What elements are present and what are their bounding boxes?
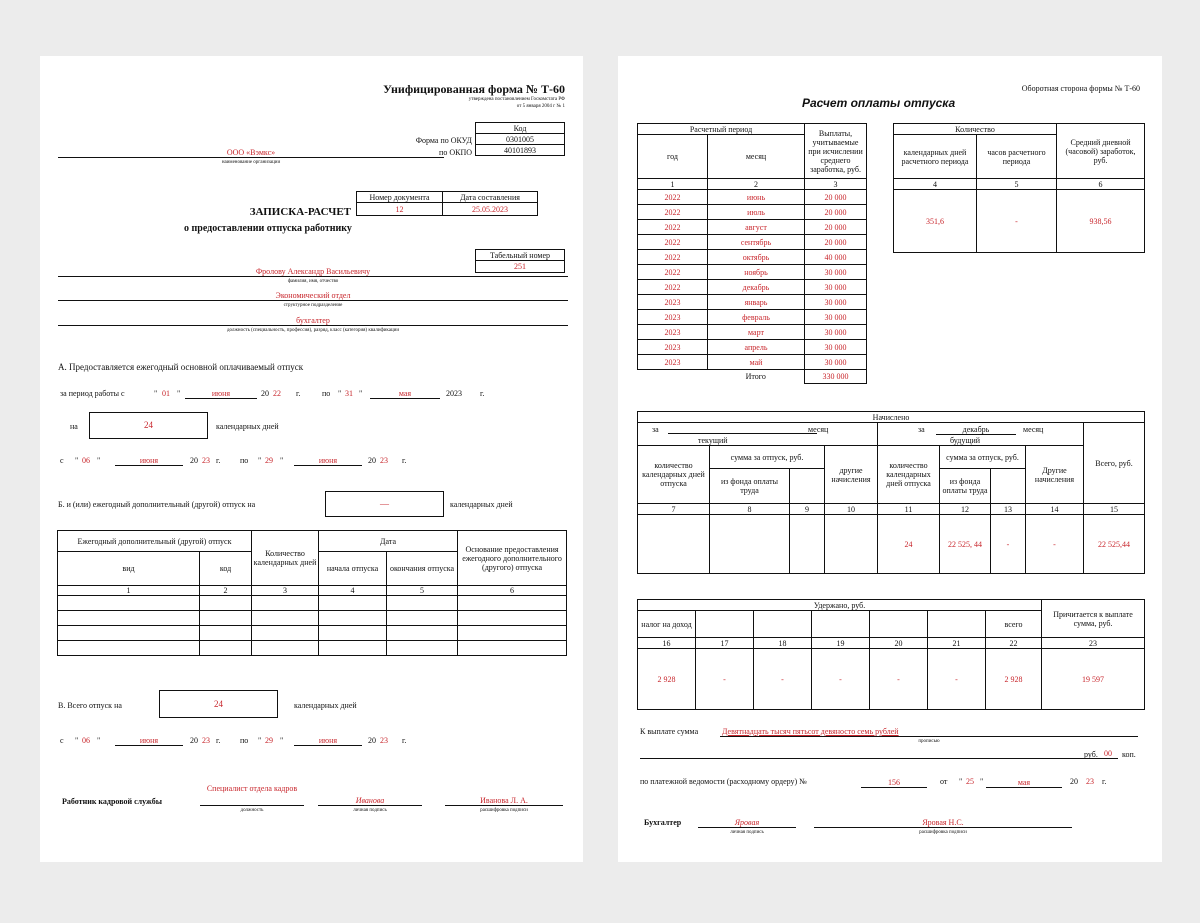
period-year: 2022: [638, 220, 708, 235]
accrued-table: [637, 411, 1145, 574]
accountant-signature-caption: личная подпись: [730, 830, 764, 835]
from-label: с: [60, 456, 64, 465]
total-label: Итого: [708, 370, 805, 384]
acc-other-header: другие начисления: [825, 446, 878, 504]
period-amount: 30 000: [805, 265, 867, 280]
acc-sum-value: 22 525, 44: [940, 515, 991, 574]
wh-num-21: 21: [928, 638, 986, 649]
period-from-day: 01: [162, 389, 170, 398]
accountant-name: Яровая Н.С.: [922, 818, 964, 827]
period-month: декабрь: [708, 280, 805, 295]
a-to-label: по: [240, 456, 249, 465]
okpo-label: по ОКПО: [439, 148, 472, 157]
doc-number-table: [356, 191, 538, 216]
period-month: апрель: [708, 340, 805, 355]
period-table: [637, 123, 867, 384]
period-year: 2023: [638, 355, 708, 370]
acc-num-9: 9: [790, 504, 825, 515]
hr-name: Иванова Л. А.: [480, 796, 528, 805]
form-title: Унифицированная форма № Т-60: [383, 82, 565, 96]
period-month: январь: [708, 295, 805, 310]
pay-words-underline: [720, 736, 1138, 737]
acc-num-14: 14: [1026, 504, 1084, 515]
period-amount: 30 000: [805, 295, 867, 310]
position-caption: должность (специальность, профессия), разряд, класс (категория) квалификации: [226, 328, 400, 333]
table-row: [638, 220, 867, 235]
wh-num-17: 17: [696, 638, 754, 649]
tab-number: 251: [476, 261, 565, 273]
period-from-year: 22: [273, 389, 281, 398]
v-calendar-days-label: календарных дней: [294, 701, 357, 710]
add-type-header: Ежегодный дополнительный (другой) отпуск: [58, 531, 252, 552]
v-days: 24: [214, 699, 223, 709]
statement-year: 23: [1086, 777, 1094, 786]
position: бухгалтер: [296, 316, 330, 325]
accountant-signature-underline: [698, 827, 796, 828]
form-front-page: Унифицированная форма № Т-60 утверждена постановлением Госкомстата РФ от 5 января 2004 г № 1 Код 0301005 40101893 Форма по ОКУД по ОКПО ООО «Вэмкс» наименование организации Номер документа Дата составления 12 25.05.2023 ЗАПИСКА-РАСЧЕТ о предоставлении отпуска работнику Табельный номер 251 Фролову Александр Васильевичу фамилия, имя, отчество Экономический отдел структурное подразделение бухгалтер должность (специальность, профессия), разряд, класс (категория) квалификации А. Предоставляется ежегодный основной оплачиваемый отпуск за период работы с " 01 " июня 20 22 г. по " 31 " мая 2023 г. на 24 календарных дней с " 06 " июня 20 23 г. по " 29 " июня 20 23 г. Б. и (или) ежегодный дополнительный (другой) отпуск на — календарных дней Ежегодный дополнительный (другой) отпуск Количество календарных дней Дата Основание предоставления ежегодного дополнительного (другого) отпуска вид код начала отпуска окончания отпуска 1 2 3 4 5 6 В. Всего отпуск на 24 календарных дней с " 06 " июня 20 23 г. по " 29 " июня 20 23 г. Работник кадровой службы Специалист отдела кадров должность Иванова личная подпись Иванова Л. А. расшифровка подписи: [40, 56, 583, 862]
year-suffix-6: г.: [402, 736, 407, 745]
period-from-year-prefix: 20: [261, 389, 269, 398]
period-label: за период работы с: [60, 389, 125, 398]
year-header: год: [638, 135, 708, 179]
wh-value-18: -: [754, 649, 812, 710]
hr-signature-caption: личная подпись: [353, 808, 387, 813]
qty-days-value: 351,6: [894, 190, 977, 253]
table-row: [638, 265, 867, 280]
add-num-2: 2: [200, 586, 252, 596]
a-to-day: 29: [265, 456, 273, 465]
period-amount: 20 000: [805, 235, 867, 250]
period-amount: 20 000: [805, 220, 867, 235]
wh-total-header: всего: [986, 611, 1042, 638]
qty-header: Количество: [894, 124, 1057, 135]
hr-name-caption: расшифровка подписи: [480, 808, 528, 813]
hr-position: Специалист отдела кадров: [206, 784, 298, 793]
period-year: 2023: [638, 310, 708, 325]
acc-num-8: 8: [710, 504, 790, 515]
table-row: [638, 310, 867, 325]
qty-num-6: 6: [1057, 179, 1145, 190]
period-amount: 40 000: [805, 250, 867, 265]
period-to-day: 31: [345, 389, 353, 398]
next-month: декабрь: [936, 425, 1016, 435]
wh-value-20: -: [870, 649, 928, 710]
okpo-code: 40101893: [476, 145, 565, 156]
period-month: июль: [708, 205, 805, 220]
current-month-cell: [638, 423, 878, 446]
section-v: В. Всего отпуск на: [58, 701, 122, 710]
add-start-header: начала отпуска: [319, 552, 387, 586]
okud-code: 0301005: [476, 134, 565, 145]
acc-num-15: 15: [1084, 504, 1145, 515]
a-from-day: 06: [82, 456, 90, 465]
add-end-header: окончания отпуска: [387, 552, 458, 586]
avg-value: 938,56: [1057, 190, 1145, 253]
statement-month: мая: [986, 778, 1062, 788]
okud-label: Форма по ОКУД: [415, 136, 472, 145]
period-month: август: [708, 220, 805, 235]
period-amount: 30 000: [805, 310, 867, 325]
acc-other-header-2: Другие начисления: [1026, 446, 1084, 504]
payments-header: Выплаты, учитываемые при исчислении среднего заработка, руб.: [805, 124, 867, 179]
period-month: февраль: [708, 310, 805, 325]
month-label-2: месяц: [1023, 425, 1044, 434]
acc-total-value: 22 525,44: [1084, 515, 1145, 574]
period-to-month: мая: [398, 389, 412, 398]
v-days-box: [159, 690, 278, 718]
a-to-month: июня: [318, 456, 338, 465]
words-caption: прописью: [918, 739, 940, 744]
hr-signature: Иванова: [355, 796, 385, 805]
hr-label: Работник кадровой службы: [62, 797, 162, 806]
qty-num-4: 4: [894, 179, 977, 190]
wh-num-20: 20: [870, 638, 928, 649]
org-name: ООО «Вэмкс»: [226, 148, 276, 157]
employee-underline: [58, 276, 568, 277]
org-underline: [58, 157, 444, 158]
accountant-label: Бухгалтер: [644, 818, 682, 827]
period-num-1: 1: [638, 179, 708, 190]
acc-col13-value: -: [991, 515, 1026, 574]
accountant-name-caption: расшифровка подписи: [919, 830, 967, 835]
table-row: [638, 190, 867, 205]
acc-col14-value: -: [1026, 515, 1084, 574]
period-header: Расчетный период: [638, 124, 805, 135]
form-back-page: Оборотная сторона формы № Т-60 Расчет оплаты отпуска Расчетный период Выплаты, учитываемые при исчислении среднего заработка, руб. год месяц 1 2 3 2022 июнь 20 000 2022 июль 20 000 2022 август 20 000 2022 сентябрь 20 000 2022 октябрь 40 000 2022 ноябрь 30 000 2022 декабрь 30 000 2023 январь 30 000 2023 февраль 30 000 2023 март 30 000 2023 апрель 30 000 2023 май 30 000 Итого 330 000 Количество Средний дневной (часовой) заработок, руб. календарных дней расчетного периода часов расчетного периода 4 5 6 351,6 - 938,56 Начислено за месяц текущий за декабрь месяц будущий Всего, руб. количество календарных дней отпуска сумма за отпуск, руб. другие начисления количество календарных дней отпуска сумма за отпуск, руб. Другие начисления из фонда оплаты труда из фонда оплаты труда 7 8 9 10 11 12 13 14 15 24 22 525, 44 - - 22 525,44 Удержано, руб. Причитается к выплате сумма, руб. налог на доход всего 16 17 18 19 20 21 22 23 2 928 - - - - - 2 928 19 597 К выплате сумма Девятнадцать тысяч пятьсот девяносто семь рублей прописью руб. 00 коп. по платежной ведомости (расходному ордеру) № 156 от " 25 " мая 20 23 г. Бухгалтер Яровая личная подпись Яровая Н.С. расшифровка подписи: [618, 56, 1162, 862]
table-row: [58, 596, 567, 611]
period-month: сентябрь: [708, 235, 805, 250]
quantity-table: [893, 123, 1145, 253]
acc-sum-header: сумма за отпуск, руб.: [710, 446, 825, 469]
period-from-month: июня: [211, 389, 231, 398]
position-underline: [58, 325, 568, 326]
doc-title: ЗАПИСКА-РАСЧЕТ: [249, 206, 351, 218]
total-value: 330 000: [805, 370, 867, 384]
acc-total-header: Всего, руб.: [1084, 423, 1145, 504]
a-to-month-underline: [294, 465, 362, 466]
on-label: на: [70, 422, 78, 431]
add-code-header: код: [200, 552, 252, 586]
approved-line2: от 5 января 2004 г № 1: [516, 104, 565, 109]
a-days: 24: [144, 420, 153, 430]
pay-words-second-line: [640, 758, 1106, 759]
period-year: 2023: [638, 340, 708, 355]
year-suffix-4: г.: [402, 456, 407, 465]
period-month: ноябрь: [708, 265, 805, 280]
department-underline: [58, 300, 568, 301]
for-label: за: [652, 425, 659, 434]
period-from-month-underline: [185, 398, 257, 399]
period-to-month-underline: [370, 398, 440, 399]
back-side-label: Оборотная сторона формы № Т-60: [1021, 84, 1140, 93]
table-row: [638, 250, 867, 265]
qty-days-header: календарных дней расчетного периода: [894, 135, 977, 179]
table-row: [58, 641, 567, 656]
wh-num-16: 16: [638, 638, 696, 649]
statement-year-suffix: г.: [1102, 777, 1107, 786]
approved-line1: утверждена постановлением Госкомстата РФ: [468, 97, 565, 102]
acc-num-7: 7: [638, 504, 710, 515]
a-from-month-underline: [115, 465, 183, 466]
doc-date: 25.05.2023: [443, 203, 538, 216]
statement-day: 25: [966, 777, 974, 786]
wh-num-19: 19: [812, 638, 870, 649]
v-to-day: 29: [265, 736, 273, 745]
add-num-3: 3: [252, 586, 319, 596]
additional-leave-table: [57, 530, 567, 656]
acc-fund-header: из фонда оплаты труда: [710, 469, 790, 504]
b-days-box: [325, 491, 444, 517]
b-days: —: [380, 499, 389, 509]
accountant-signature: Яровая: [734, 818, 760, 827]
statement-from-label: от: [940, 777, 948, 786]
period-month: март: [708, 325, 805, 340]
table-row: [638, 355, 867, 370]
section-a: А. Предоставляется ежегодный основной оплачиваемый отпуск: [58, 362, 304, 372]
department: Экономический отдел: [275, 291, 351, 300]
withheld-header: Удержано, руб.: [638, 600, 1042, 611]
pay-label: К выплате сумма: [640, 727, 699, 736]
to-label: по: [322, 389, 331, 398]
table-row: [638, 235, 867, 250]
period-amount: 20 000: [805, 205, 867, 220]
acc-fund-header-2: из фонда оплаты труда: [940, 469, 991, 504]
pay-words: Девятнадцать тысяч пятьсот девяносто семь рублей: [722, 727, 899, 736]
acc-sum-header-2: сумма за отпуск, руб.: [940, 446, 1026, 469]
qty-hours-header: часов расчетного периода: [977, 135, 1057, 179]
year-suffix-5: г.: [216, 736, 221, 745]
period-num-3: 3: [805, 179, 867, 190]
next-month-cell: [878, 423, 1084, 446]
period-month: май: [708, 355, 805, 370]
b-calendar-days-label: календарных дней: [450, 500, 513, 509]
doc-number: 12: [357, 203, 443, 216]
hr-signature-underline: [318, 805, 422, 806]
add-num-6: 6: [458, 586, 567, 596]
period-month: октябрь: [708, 250, 805, 265]
a-from-month: июня: [139, 456, 159, 465]
v-to-label: по: [240, 736, 249, 745]
statement-year-prefix: 20: [1070, 777, 1078, 786]
year-suffix-2: г.: [480, 389, 485, 398]
qty-num-5: 5: [977, 179, 1057, 190]
v-from-month: июня: [139, 736, 159, 745]
payable-header: Причитается к выплате сумма, руб.: [1042, 600, 1145, 638]
table-row: [638, 280, 867, 295]
acc-num-10: 10: [825, 504, 878, 515]
table-row: [638, 295, 867, 310]
v-to-month: июня: [318, 736, 338, 745]
hr-name-underline: [445, 805, 563, 806]
add-qty-header: Количество календарных дней: [252, 531, 319, 586]
a-to-year: 23: [380, 456, 388, 465]
employee-name: Фролову Александр Васильевичу: [255, 267, 371, 276]
v-from-day: 06: [82, 736, 90, 745]
year-suffix: г.: [296, 389, 301, 398]
okud-code-table: [475, 122, 565, 156]
doc-date-header: Дата составления: [443, 192, 538, 203]
period-amount: 30 000: [805, 325, 867, 340]
add-num-5: 5: [387, 586, 458, 596]
code-header: Код: [476, 123, 565, 134]
wh-value-23: 19 597: [1042, 649, 1145, 710]
table-row: [638, 325, 867, 340]
period-year: 2023: [638, 295, 708, 310]
acc-qty-header: количество календарных дней отпуска: [638, 446, 710, 504]
v-to-month-underline: [294, 745, 362, 746]
next-caption: будущий: [950, 436, 981, 445]
period-amount: 30 000: [805, 355, 867, 370]
acc-qty-header-2: количество календарных дней отпуска: [878, 446, 940, 504]
statement-no: 156: [861, 778, 927, 788]
acc-num-13: 13: [991, 504, 1026, 515]
wh-value-22: 2 928: [986, 649, 1042, 710]
add-kind-header: вид: [58, 552, 200, 586]
wh-num-22: 22: [986, 638, 1042, 649]
period-year: 2022: [638, 265, 708, 280]
v-from-year: 23: [202, 736, 210, 745]
withheld-table: [637, 599, 1145, 710]
month-header: месяц: [708, 135, 805, 179]
v-from-month-underline: [115, 745, 183, 746]
statement-label: по платежной ведомости (расходному ордеру) №: [640, 777, 807, 786]
qty-hours-value: -: [977, 190, 1057, 253]
table-row: [58, 611, 567, 626]
period-year: 2022: [638, 280, 708, 295]
tax-header: налог на доход: [638, 611, 696, 638]
period-year: 2022: [638, 205, 708, 220]
add-date-header: Дата: [319, 531, 458, 552]
wh-value-19: -: [812, 649, 870, 710]
period-amount: 20 000: [805, 190, 867, 205]
table-row: [638, 205, 867, 220]
hr-position-underline: [200, 805, 304, 806]
period-to-year: 2023: [446, 389, 462, 398]
a-days-box: [89, 412, 208, 439]
acc-num-11: 11: [878, 504, 940, 515]
for-label-2: за: [918, 425, 925, 434]
month-label: месяц: [808, 425, 829, 434]
acc-num-12: 12: [940, 504, 991, 515]
kop-label: коп.: [1122, 750, 1136, 759]
period-year: 2023: [638, 325, 708, 340]
section-b: Б. и (или) ежегодный дополнительный (другой) отпуск на: [58, 500, 256, 509]
rub-label: руб.: [1084, 750, 1098, 759]
calendar-days-label: календарных дней: [216, 422, 279, 431]
add-num-4: 4: [319, 586, 387, 596]
period-amount: 30 000: [805, 340, 867, 355]
current-caption: текущий: [698, 436, 728, 445]
avg-header: Средний дневной (часовой) заработок, руб.: [1057, 124, 1145, 179]
department-caption: структурное подразделение: [283, 303, 343, 308]
wh-value-17: -: [696, 649, 754, 710]
doc-subtitle: о предоставлении отпуска работнику: [184, 223, 352, 234]
org-caption: наименование организации: [221, 160, 281, 165]
acc-fund-extra-2: [991, 469, 1026, 504]
v-to-year: 23: [380, 736, 388, 745]
tab-number-header: Табельный номер: [476, 250, 565, 261]
period-year: 2022: [638, 190, 708, 205]
acc-fund-extra: [790, 469, 825, 504]
period-year: 2022: [638, 235, 708, 250]
table-row: [58, 626, 567, 641]
table-row: [638, 340, 867, 355]
doc-number-header: Номер документа: [357, 192, 443, 203]
a-from-year: 23: [202, 456, 210, 465]
add-basis-header: Основание предоставления ежегодного дополнительного (другого) отпуска: [458, 531, 567, 586]
period-amount: 30 000: [805, 280, 867, 295]
period-month: июнь: [708, 190, 805, 205]
wh-value-16: 2 928: [638, 649, 696, 710]
acc-days-value: 24: [878, 515, 940, 574]
wh-value-21: -: [928, 649, 986, 710]
wh-num-18: 18: [754, 638, 812, 649]
v-from-label: с: [60, 736, 64, 745]
accrued-header: Начислено: [638, 412, 1145, 423]
back-title: Расчет оплаты отпуска: [802, 96, 956, 110]
employee-caption: фамилия, имя, отчество: [287, 279, 339, 284]
add-num-1: 1: [58, 586, 200, 596]
hr-position-caption: должность: [240, 808, 264, 813]
period-num-2: 2: [708, 179, 805, 190]
kop-value: 00: [1098, 749, 1118, 759]
wh-num-23: 23: [1042, 638, 1145, 649]
period-year: 2022: [638, 250, 708, 265]
accountant-name-underline: [814, 827, 1072, 828]
year-suffix-3: г.: [216, 456, 221, 465]
